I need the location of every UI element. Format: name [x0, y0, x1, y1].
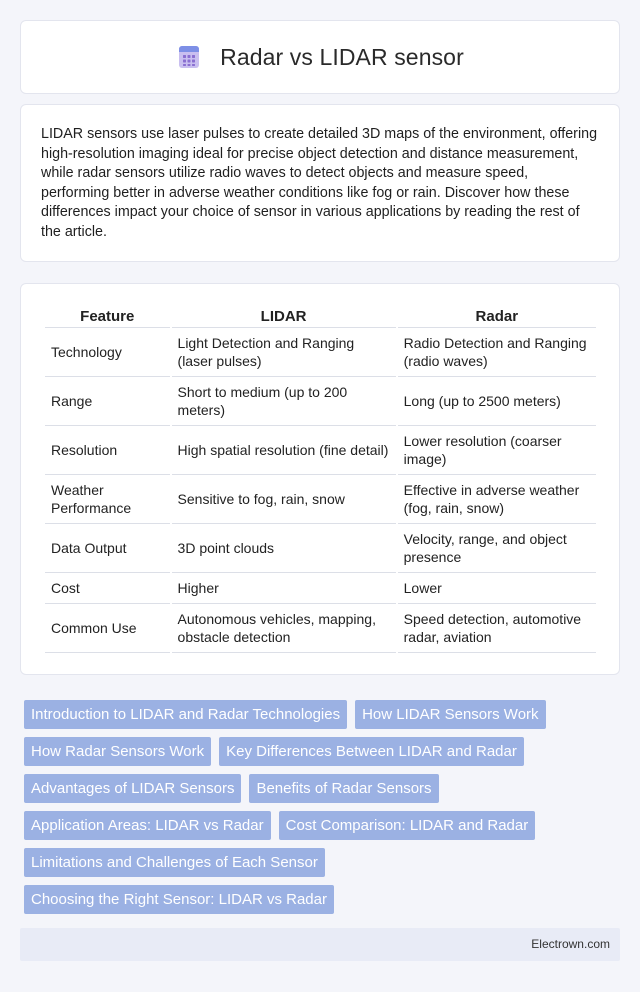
table-cell: Lower resolution (coarser image) [398, 426, 596, 475]
table-cell: Cost [45, 573, 170, 604]
table-cell: Technology [45, 328, 170, 377]
table-cell: Sensitive to fog, rain, snow [172, 475, 396, 524]
header-lidar: LIDAR [172, 304, 396, 328]
table-cell: Common Use [45, 604, 170, 653]
table-cell: Radio Detection and Ranging (radio waves) [398, 328, 596, 377]
table-row [45, 573, 596, 604]
table-cell: Lower [398, 573, 596, 604]
table-cell: Data Output [45, 524, 170, 573]
topic-tags [24, 700, 604, 914]
table-row [45, 328, 596, 377]
header-feature: Feature [45, 304, 170, 328]
tag-cost-comparison[interactable]: Cost Comparison: LIDAR and Radar [279, 811, 536, 840]
table-cell: Light Detection and Ranging (laser pulses) [172, 328, 396, 377]
tag-limitations[interactable]: Limitations and Challenges of Each Sensor [24, 848, 325, 877]
tag-application-areas[interactable]: Application Areas: LIDAR vs Radar [24, 811, 271, 840]
tag-benefits-radar[interactable]: Benefits of Radar Sensors [249, 774, 438, 803]
intro-paragraph: LIDAR sensors use laser pulses to create detailed 3D maps of the environment, offering high-resolution imaging ideal for precise object detection and distance measurement, while radar sensors utilize radio waves to detect objects and measure speed, performing better in adverse weather conditions like fog or rain. Discover how these differences impact your choice of sensor in various applications by reading the rest of the article. [41, 126, 598, 240]
tag-advantages-lidar[interactable]: Advantages of LIDAR Sensors [24, 774, 241, 803]
table-cell: Higher [172, 573, 396, 604]
table-cell: 3D point clouds [172, 524, 396, 573]
tag-choosing-sensor[interactable]: Choosing the Right Sensor: LIDAR vs Radar [24, 885, 334, 914]
intro-card [20, 104, 620, 262]
tag-introduction[interactable]: Introduction to LIDAR and Radar Technologies [24, 700, 347, 729]
calculator-icon [176, 44, 202, 70]
table-cell: Weather Performance [45, 475, 170, 524]
tag-key-differences[interactable]: Key Differences Between LIDAR and Radar [219, 737, 524, 766]
footer [20, 928, 620, 961]
table-cell: Resolution [45, 426, 170, 475]
table-cell: Long (up to 2500 meters) [398, 377, 596, 426]
table-cell: Speed detection, automotive radar, aviation [398, 604, 596, 653]
table-row [45, 524, 596, 573]
tag-how-radar-works[interactable]: How Radar Sensors Work [24, 737, 211, 766]
footer-site-name: Electrown.com [531, 937, 610, 951]
header-radar: Radar [398, 304, 596, 328]
table-cell: Effective in adverse weather (fog, rain, snow) [398, 475, 596, 524]
table-header-row [45, 304, 596, 328]
table-cell: Short to medium (up to 200 meters) [172, 377, 396, 426]
table-row [45, 604, 596, 653]
table-row [45, 475, 596, 524]
table-cell: Autonomous vehicles, mapping, obstacle detection [172, 604, 396, 653]
title-card [20, 20, 620, 94]
page-title: Radar vs LIDAR sensor [220, 43, 464, 70]
table-cell: Velocity, range, and object presence [398, 524, 596, 573]
table-row [45, 426, 596, 475]
table-cell: High spatial resolution (fine detail) [172, 426, 396, 475]
comparison-table-card [20, 283, 620, 675]
table-row [45, 377, 596, 426]
table-cell: Range [45, 377, 170, 426]
comparison-table [43, 304, 598, 653]
tag-how-lidar-works[interactable]: How LIDAR Sensors Work [355, 700, 545, 729]
